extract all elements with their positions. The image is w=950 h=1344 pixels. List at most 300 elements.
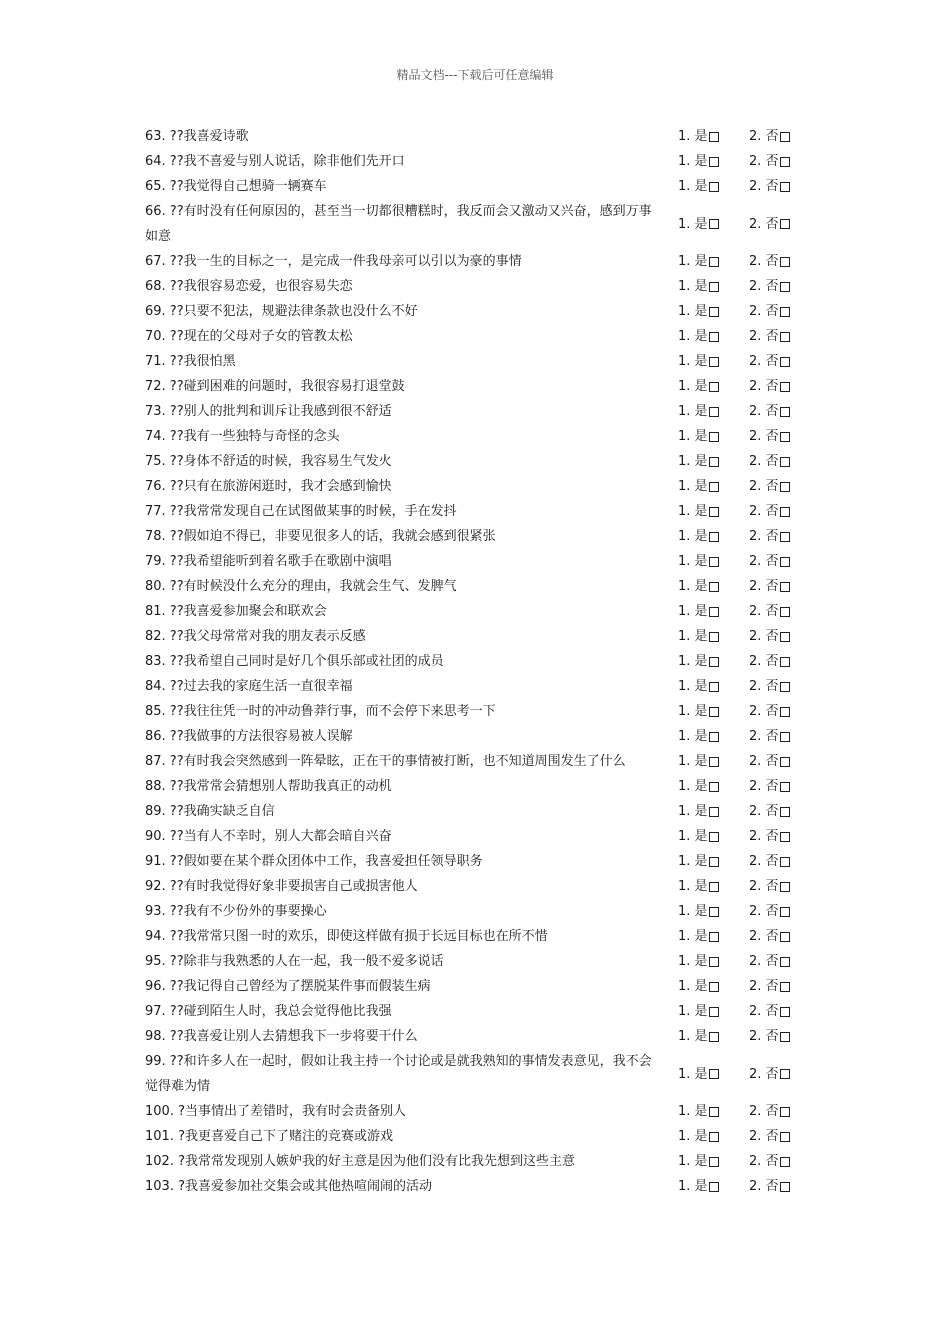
option-no[interactable] — [749, 449, 790, 474]
checkbox-no[interactable] — [780, 219, 790, 229]
checkbox-no[interactable] — [780, 857, 790, 867]
question-text: 103. ?我喜爱参加社交集会或其他热喧闹闹的活动 — [145, 1179, 432, 1194]
option-yes[interactable] — [678, 599, 749, 624]
question-text: 80. ??有时候没什么充分的理由，我就会生气、发脾气 — [145, 579, 457, 594]
question-text: 87. ??有时我会突然感到一阵晕眩，正在干的事情被打断，也不知道周围发生了什么 — [145, 754, 626, 769]
option-no[interactable] — [749, 274, 790, 299]
question-item — [145, 124, 805, 149]
option-no-label: 2. 否 — [749, 829, 779, 844]
option-no-label: 2. 否 — [749, 216, 779, 232]
answer-options — [678, 699, 805, 724]
question-item — [145, 824, 805, 849]
question-text: 78. ??假如迫不得已，非要见很多人的话，我就会感到很紧张 — [145, 529, 496, 544]
question-text: 98. ??我喜爱让别人去猜想我下一步将要干什么 — [145, 1029, 418, 1044]
checkbox-no[interactable] — [780, 307, 790, 317]
answer-options — [678, 749, 805, 774]
option-no-label: 2. 否 — [749, 1029, 779, 1044]
option-no-label: 2. 否 — [749, 704, 779, 719]
option-no-label: 2. 否 — [749, 129, 779, 144]
option-yes[interactable] — [678, 799, 749, 824]
checkbox-no[interactable] — [780, 1182, 790, 1192]
option-yes[interactable] — [678, 212, 749, 237]
option-no-label: 2. 否 — [749, 329, 779, 344]
option-yes[interactable] — [678, 274, 749, 299]
checkbox-yes[interactable] — [709, 582, 719, 592]
question-item — [145, 974, 805, 999]
option-yes-label: 1. 是 — [678, 604, 708, 619]
answer-options — [678, 524, 805, 549]
option-yes[interactable] — [678, 549, 749, 574]
checkbox-no[interactable] — [780, 657, 790, 667]
option-yes[interactable] — [678, 774, 749, 799]
option-no[interactable] — [749, 849, 790, 874]
checkbox-yes[interactable] — [709, 707, 719, 717]
checkbox-no[interactable] — [780, 1032, 790, 1042]
option-no[interactable] — [749, 324, 790, 349]
option-yes[interactable] — [678, 1174, 749, 1199]
question-text: 84. ??过去我的家庭生活一直很幸福 — [145, 679, 353, 694]
question-text: 64. ??我不喜爱与别人说话，除非他们先开口 — [145, 154, 405, 169]
checkbox-yes[interactable] — [709, 1182, 719, 1192]
option-yes-label: 1. 是 — [678, 179, 708, 194]
checkbox-no[interactable] — [780, 982, 790, 992]
option-no-label: 2. 否 — [749, 1129, 779, 1144]
option-yes-label: 1. 是 — [678, 554, 708, 569]
checkbox-yes[interactable] — [709, 332, 719, 342]
answer-options — [678, 824, 805, 849]
option-yes[interactable] — [678, 1062, 749, 1087]
answer-options — [678, 324, 805, 349]
checkbox-yes[interactable] — [709, 682, 719, 692]
option-no[interactable] — [749, 249, 790, 274]
checkbox-no[interactable] — [780, 957, 790, 967]
checkbox-no[interactable] — [780, 807, 790, 817]
question-item — [145, 374, 805, 399]
question-item — [145, 474, 805, 499]
answer-options — [678, 424, 805, 449]
checkbox-no[interactable] — [780, 782, 790, 792]
checkbox-yes[interactable] — [709, 982, 719, 992]
option-no[interactable] — [749, 824, 790, 849]
option-yes[interactable] — [678, 699, 749, 724]
option-no[interactable] — [749, 524, 790, 549]
answer-options — [678, 674, 805, 699]
checkbox-yes[interactable] — [709, 957, 719, 967]
option-no-label: 2. 否 — [749, 404, 779, 419]
checkbox-no[interactable] — [780, 182, 790, 192]
answer-options — [678, 624, 805, 649]
checkbox-yes[interactable] — [709, 457, 719, 467]
checkbox-no[interactable] — [780, 407, 790, 417]
answer-options — [678, 499, 805, 524]
checkbox-no[interactable] — [780, 932, 790, 942]
checkbox-no[interactable] — [780, 707, 790, 717]
option-no[interactable] — [749, 474, 790, 499]
checkbox-no[interactable] — [780, 482, 790, 492]
option-yes[interactable] — [678, 949, 749, 974]
option-no[interactable] — [749, 1062, 790, 1087]
option-yes-label: 1. 是 — [678, 354, 708, 369]
option-no[interactable] — [749, 549, 790, 574]
option-yes-label: 1. 是 — [678, 1129, 708, 1144]
option-no[interactable] — [749, 399, 790, 424]
option-no-label: 2. 否 — [749, 954, 779, 969]
checkbox-no[interactable] — [780, 507, 790, 517]
option-yes[interactable] — [678, 574, 749, 599]
checkbox-no[interactable] — [780, 1132, 790, 1142]
answer-options — [678, 299, 805, 324]
option-yes[interactable] — [678, 349, 749, 374]
option-no[interactable] — [749, 599, 790, 624]
option-yes-label: 1. 是 — [678, 1179, 708, 1194]
question-text: 77. ??我常常发现自己在试图做某事的时候，手在发抖 — [145, 504, 457, 519]
answer-options — [678, 849, 805, 874]
answer-options — [678, 924, 805, 949]
question-item — [145, 649, 805, 674]
checkbox-yes[interactable] — [709, 1107, 719, 1117]
question-list — [145, 124, 805, 1199]
checkbox-yes[interactable] — [709, 807, 719, 817]
option-no[interactable] — [749, 649, 790, 674]
option-no-label: 2. 否 — [749, 904, 779, 919]
question-text: 85. ??我往往凭一时的冲动鲁莽行事，而不会停下来思考一下 — [145, 704, 496, 719]
option-no[interactable] — [749, 374, 790, 399]
question-text: 74. ??我有一些独特与奇怪的念头 — [145, 429, 340, 444]
checkbox-yes[interactable] — [709, 282, 719, 292]
checkbox-yes[interactable] — [709, 857, 719, 867]
option-no-label: 2. 否 — [749, 554, 779, 569]
option-yes[interactable] — [678, 674, 749, 699]
checkbox-yes[interactable] — [709, 407, 719, 417]
answer-options — [678, 974, 805, 999]
question-text: 69. ??只要不犯法，规避法律条款也没什么不好 — [145, 304, 418, 319]
option-no[interactable] — [749, 1024, 790, 1049]
option-yes[interactable] — [678, 374, 749, 399]
option-yes-label: 1. 是 — [678, 804, 708, 819]
question-item — [145, 199, 805, 249]
option-no[interactable] — [749, 624, 790, 649]
option-yes[interactable] — [678, 874, 749, 899]
checkbox-yes[interactable] — [709, 307, 719, 317]
answer-options — [678, 1049, 805, 1099]
option-no[interactable] — [749, 299, 790, 324]
answer-options — [678, 549, 805, 574]
option-yes-label: 1. 是 — [678, 929, 708, 944]
option-no[interactable] — [749, 1124, 790, 1149]
option-no[interactable] — [749, 349, 790, 374]
checkbox-yes[interactable] — [709, 632, 719, 642]
option-yes-label: 1. 是 — [678, 1066, 708, 1082]
option-yes[interactable] — [678, 424, 749, 449]
option-no[interactable] — [749, 924, 790, 949]
checkbox-no[interactable] — [780, 257, 790, 267]
option-yes[interactable] — [678, 624, 749, 649]
option-yes[interactable] — [678, 849, 749, 874]
option-yes-label: 1. 是 — [678, 779, 708, 794]
option-yes[interactable] — [678, 474, 749, 499]
question-item — [145, 899, 805, 924]
option-yes-label: 1. 是 — [678, 829, 708, 844]
checkbox-no[interactable] — [780, 432, 790, 442]
checkbox-yes[interactable] — [709, 507, 719, 517]
option-no[interactable] — [749, 774, 790, 799]
checkbox-yes[interactable] — [709, 782, 719, 792]
question-text: 63. ??我喜爱诗歌 — [145, 129, 249, 144]
checkbox-no[interactable] — [780, 582, 790, 592]
option-no[interactable] — [749, 499, 790, 524]
checkbox-no[interactable] — [780, 157, 790, 167]
option-yes-label: 1. 是 — [678, 704, 708, 719]
question-item — [145, 674, 805, 699]
question-item — [145, 149, 805, 174]
answer-options — [678, 874, 805, 899]
option-yes-label: 1. 是 — [678, 1029, 708, 1044]
option-yes[interactable] — [678, 1024, 749, 1049]
checkbox-no[interactable] — [780, 282, 790, 292]
option-no[interactable] — [749, 749, 790, 774]
option-no[interactable] — [749, 724, 790, 749]
question-text: 67. ??我一生的目标之一，是完成一件我母亲可以引以为豪的事情 — [145, 254, 522, 269]
answer-options — [678, 1099, 805, 1124]
option-no-label: 2. 否 — [749, 354, 779, 369]
option-no[interactable] — [749, 1099, 790, 1124]
option-no[interactable] — [749, 574, 790, 599]
option-yes[interactable] — [678, 649, 749, 674]
option-yes-label: 1. 是 — [678, 329, 708, 344]
question-text: 100. ?当事情出了差错时，我有时会责备别人 — [145, 1104, 406, 1119]
answer-options — [678, 949, 805, 974]
checkbox-yes[interactable] — [709, 657, 719, 667]
answer-options — [678, 374, 805, 399]
checkbox-yes[interactable] — [709, 607, 719, 617]
checkbox-yes[interactable] — [709, 532, 719, 542]
option-yes-label: 1. 是 — [678, 879, 708, 894]
checkbox-yes[interactable] — [709, 132, 719, 142]
option-no[interactable] — [749, 999, 790, 1024]
option-yes[interactable] — [678, 499, 749, 524]
checkbox-yes[interactable] — [709, 1007, 719, 1017]
checkbox-yes[interactable] — [709, 382, 719, 392]
checkbox-yes[interactable] — [709, 757, 719, 767]
option-yes-label: 1. 是 — [678, 579, 708, 594]
checkbox-yes[interactable] — [709, 482, 719, 492]
option-no[interactable] — [749, 212, 790, 237]
option-no-label: 2. 否 — [749, 429, 779, 444]
option-yes-label: 1. 是 — [678, 454, 708, 469]
question-item — [145, 299, 805, 324]
question-item — [145, 949, 805, 974]
option-yes[interactable] — [678, 399, 749, 424]
option-no[interactable] — [749, 974, 790, 999]
option-yes[interactable] — [678, 324, 749, 349]
option-yes-label: 1. 是 — [678, 529, 708, 544]
option-yes[interactable] — [678, 824, 749, 849]
option-yes-label: 1. 是 — [678, 404, 708, 419]
option-yes[interactable] — [678, 974, 749, 999]
checkbox-no[interactable] — [780, 1069, 790, 1079]
checkbox-no[interactable] — [780, 457, 790, 467]
question-text: 81. ??我喜爱参加聚会和联欢会 — [145, 604, 327, 619]
checkbox-yes[interactable] — [709, 1069, 719, 1079]
option-no[interactable] — [749, 899, 790, 924]
question-item — [145, 874, 805, 899]
question-text: 97. ??碰到陌生人时，我总会觉得他比我强 — [145, 1004, 392, 1019]
question-item — [145, 399, 805, 424]
option-yes[interactable] — [678, 249, 749, 274]
checkbox-yes[interactable] — [709, 732, 719, 742]
checkbox-no[interactable] — [780, 557, 790, 567]
option-no-label: 2. 否 — [749, 479, 779, 494]
checkbox-no[interactable] — [780, 132, 790, 142]
question-text: 71. ??我很怕黑 — [145, 354, 236, 369]
page-header: 精品文档---下载后可任意编辑 — [396, 68, 554, 82]
option-no[interactable] — [749, 874, 790, 899]
question-text: 72. ??碰到困难的问题时，我很容易打退堂鼓 — [145, 379, 405, 394]
option-no-label: 2. 否 — [749, 154, 779, 169]
option-yes-label: 1. 是 — [678, 504, 708, 519]
checkbox-yes[interactable] — [709, 257, 719, 267]
question-item — [145, 499, 805, 524]
option-yes[interactable] — [678, 924, 749, 949]
option-yes[interactable] — [678, 449, 749, 474]
question-item — [145, 774, 805, 799]
option-no[interactable] — [749, 1174, 790, 1199]
option-yes[interactable] — [678, 124, 749, 149]
checkbox-yes[interactable] — [709, 357, 719, 367]
option-no[interactable] — [749, 424, 790, 449]
option-yes[interactable] — [678, 174, 749, 199]
answer-options — [678, 999, 805, 1024]
checkbox-yes[interactable] — [709, 182, 719, 192]
option-no-label: 2. 否 — [749, 804, 779, 819]
checkbox-no[interactable] — [780, 757, 790, 767]
checkbox-yes[interactable] — [709, 882, 719, 892]
question-item — [145, 249, 805, 274]
option-yes-label: 1. 是 — [678, 129, 708, 144]
question-item — [145, 924, 805, 949]
checkbox-no[interactable] — [780, 882, 790, 892]
question-item — [145, 999, 805, 1024]
checkbox-no[interactable] — [780, 632, 790, 642]
option-no-label: 2. 否 — [749, 629, 779, 644]
checkbox-no[interactable] — [780, 732, 790, 742]
option-no[interactable] — [749, 674, 790, 699]
answer-options — [678, 1124, 805, 1149]
option-no-label: 2. 否 — [749, 1154, 779, 1169]
option-no[interactable] — [749, 174, 790, 199]
checkbox-no[interactable] — [780, 532, 790, 542]
option-yes-label: 1. 是 — [678, 654, 708, 669]
option-no-label: 2. 否 — [749, 1104, 779, 1119]
checkbox-yes[interactable] — [709, 1157, 719, 1167]
checkbox-no[interactable] — [780, 357, 790, 367]
question-text: 94. ??我常常只图一时的欢乐，即使这样做有损于长远目标也在所不惜 — [145, 929, 548, 944]
option-no-label: 2. 否 — [749, 504, 779, 519]
question-item — [145, 1099, 805, 1124]
checkbox-yes[interactable] — [709, 1132, 719, 1142]
question-text: 70. ??现在的父母对子女的管教太松 — [145, 329, 353, 344]
answer-options — [678, 199, 805, 249]
option-yes-label: 1. 是 — [678, 904, 708, 919]
option-yes[interactable] — [678, 524, 749, 549]
answer-options — [678, 1174, 805, 1199]
checkbox-no[interactable] — [780, 1157, 790, 1167]
option-yes[interactable] — [678, 999, 749, 1024]
option-yes-label: 1. 是 — [678, 854, 708, 869]
option-no[interactable] — [749, 799, 790, 824]
option-yes[interactable] — [678, 1149, 749, 1174]
question-text: 95. ??除非与我熟悉的人在一起，我一般不爱多说话 — [145, 954, 444, 969]
question-item — [145, 1124, 805, 1149]
question-item — [145, 1149, 805, 1174]
checkbox-no[interactable] — [780, 607, 790, 617]
checkbox-no[interactable] — [780, 1007, 790, 1017]
option-no-label: 2. 否 — [749, 979, 779, 994]
option-yes[interactable] — [678, 1099, 749, 1124]
option-yes[interactable] — [678, 749, 749, 774]
option-no[interactable] — [749, 149, 790, 174]
option-yes[interactable] — [678, 299, 749, 324]
checkbox-no[interactable] — [780, 907, 790, 917]
option-yes-label: 1. 是 — [678, 729, 708, 744]
option-no[interactable] — [749, 1149, 790, 1174]
option-no[interactable] — [749, 699, 790, 724]
question-item — [145, 574, 805, 599]
question-text: 68. ??我很容易恋爱，也很容易失恋 — [145, 279, 353, 294]
question-item — [145, 749, 805, 774]
checkbox-yes[interactable] — [709, 832, 719, 842]
checkbox-yes[interactable] — [709, 157, 719, 167]
option-yes[interactable] — [678, 1124, 749, 1149]
checkbox-yes[interactable] — [709, 907, 719, 917]
answer-options — [678, 1149, 805, 1174]
option-yes[interactable] — [678, 899, 749, 924]
answer-options — [678, 724, 805, 749]
question-text: 75. ??身体不舒适的时候，我容易生气发火 — [145, 454, 392, 469]
option-yes[interactable] — [678, 724, 749, 749]
checkbox-yes[interactable] — [709, 219, 719, 229]
answer-options — [678, 574, 805, 599]
checkbox-no[interactable] — [780, 382, 790, 392]
option-no-label: 2. 否 — [749, 1066, 779, 1082]
question-item — [145, 1024, 805, 1049]
question-text: 88. ??我常常会猜想别人帮助我真正的动机 — [145, 779, 392, 794]
checkbox-yes[interactable] — [709, 932, 719, 942]
option-no[interactable] — [749, 949, 790, 974]
checkbox-yes[interactable] — [709, 1032, 719, 1042]
checkbox-no[interactable] — [780, 332, 790, 342]
option-no-label: 2. 否 — [749, 1179, 779, 1194]
question-item — [145, 549, 805, 574]
checkbox-yes[interactable] — [709, 557, 719, 567]
option-no[interactable] — [749, 124, 790, 149]
question-item — [145, 324, 805, 349]
option-no-label: 2. 否 — [749, 654, 779, 669]
question-text: 96. ??我记得自己曾经为了摆脱某件事而假装生病 — [145, 979, 431, 994]
option-yes-label: 1. 是 — [678, 629, 708, 644]
option-no-label: 2. 否 — [749, 529, 779, 544]
answer-options — [678, 1024, 805, 1049]
checkbox-yes[interactable] — [709, 432, 719, 442]
option-yes-label: 1. 是 — [678, 954, 708, 969]
checkbox-no[interactable] — [780, 1107, 790, 1117]
option-no-label: 2. 否 — [749, 679, 779, 694]
option-no-label: 2. 否 — [749, 604, 779, 619]
question-text: 93. ??我有不少份外的事要操心 — [145, 904, 327, 919]
option-yes[interactable] — [678, 149, 749, 174]
checkbox-no[interactable] — [780, 832, 790, 842]
checkbox-no[interactable] — [780, 682, 790, 692]
